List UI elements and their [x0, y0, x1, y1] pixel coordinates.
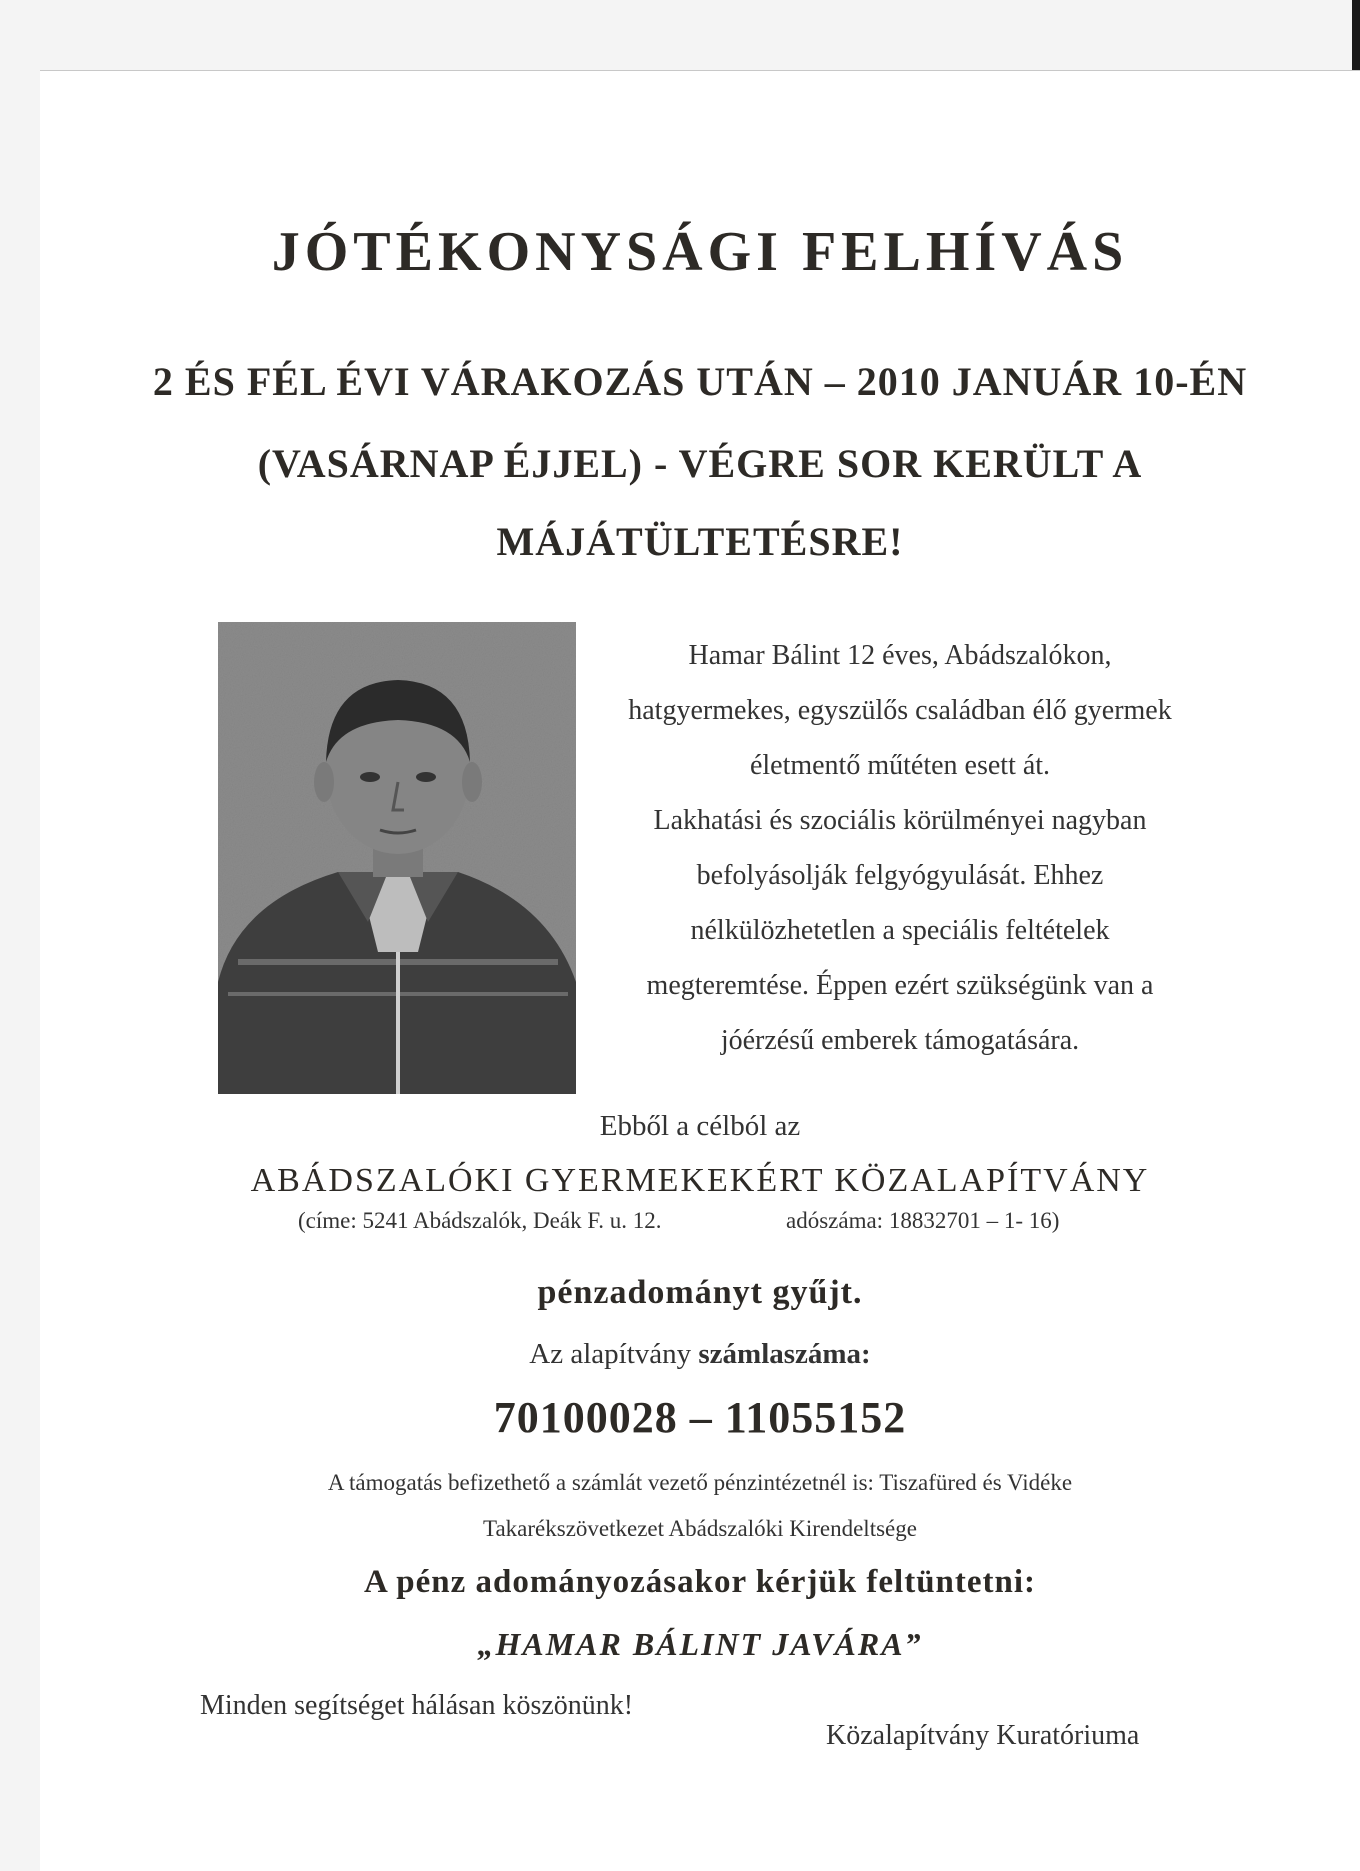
- payment-info-line-2: Takarékszövetkezet Abádszalóki Kirendeltsége: [483, 1516, 917, 1541]
- scan-edge: [1352, 0, 1360, 80]
- account-label-prefix: Az alapítvány: [529, 1338, 692, 1370]
- headline-line-3: MÁJÁTÜLTETÉSRE!: [496, 519, 904, 564]
- bio-line: jóérzésű emberek támogatására.: [720, 1025, 1080, 1056]
- bio-text: [590, 628, 1210, 1068]
- bio-line: megteremtése. Éppen ezért szükségünk van a: [646, 970, 1154, 1001]
- account-label: [0, 1338, 1360, 1371]
- headline-line-2: (VASÁRNAP ÉJJEL) - VÉGRE SOR KERÜLT A: [257, 441, 1143, 486]
- donation-note: A pénz adományozásakor kérjük feltüntetni:: [363, 1564, 1037, 1600]
- foundation-name: ABÁDSZALÓKI GYERMEKEKÉRT KÖZALAPÍTVÁNY: [250, 1162, 1150, 1199]
- appeal-intro: Ebből a célból az: [599, 1110, 801, 1142]
- donation-reference: „HAMAR BÁLINT JAVÁRA”: [477, 1626, 923, 1662]
- collects-donations: pénzadományt gyűjt.: [537, 1274, 863, 1311]
- foundation-tax-id: adószáma: 18832701 – 1- 16): [786, 1208, 1060, 1233]
- foundation-address: (címe: 5241 Abádszalók, Deák F. u. 12.: [298, 1208, 662, 1233]
- portrait-illustration: [218, 622, 576, 1094]
- thanks-text: Minden segítséget hálásan köszönünk!: [200, 1690, 634, 1721]
- bio-line: nélkülözhetetlen a speciális feltételek: [690, 915, 1110, 946]
- bio-line: életmentő műtéten esett át.: [749, 750, 1051, 781]
- bio-line: Hamar Bálint 12 éves, Abádszalókon,: [688, 640, 1112, 671]
- bio-line: befolyásolják felgyógyulását. Ehhez: [696, 860, 1104, 891]
- bio-line: hatgyermekes, egyszülős családban élő gyermek: [628, 695, 1172, 726]
- payment-info-line-1: A támogatás befizethető a számlát vezető pénzintézetnél is: Tiszafüred és Vidéke: [327, 1470, 1073, 1495]
- page-title: JÓTÉKONYSÁGI FELHÍVÁS: [271, 221, 1129, 283]
- headline-line-1: 2 ÉS FÉL ÉVI VÁRAKOZÁS UTÁN – 2010 JANUÁR 10-ÉN: [152, 359, 1248, 404]
- signature-text: Közalapítvány Kuratóriuma: [826, 1720, 1140, 1751]
- bio-line: Lakhatási és szociális körülményei nagyban: [653, 805, 1147, 836]
- account-label-bold: számlaszáma:: [698, 1338, 871, 1370]
- account-number: 70100028 – 11055152: [493, 1393, 907, 1442]
- portrait-photo: [218, 622, 576, 1094]
